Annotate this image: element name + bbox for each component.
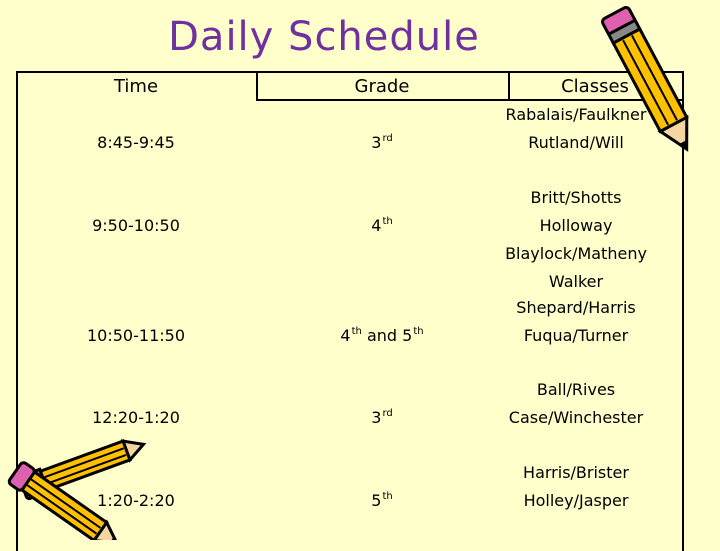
header-grade: Grade xyxy=(354,76,410,97)
class-entry: Harris/Brister xyxy=(523,463,629,482)
class-entry: Rutland/Will xyxy=(528,133,624,152)
row-4-time: 12:20-1:20 xyxy=(92,408,180,427)
class-entry: Fuqua/Turner xyxy=(523,326,629,345)
row-3-classes xyxy=(470,294,682,350)
row-3-grade: 4th and 5th xyxy=(340,326,424,345)
row-1-time: 8:45-9:45 xyxy=(97,133,175,152)
page-title: Daily Schedule xyxy=(168,14,480,60)
pencil-icon xyxy=(596,2,706,162)
row-5-classes xyxy=(470,459,682,515)
class-entry: Ball/Rives xyxy=(536,380,616,399)
class-entry: Case/Winchester xyxy=(508,408,644,427)
row-2-time: 9:50-10:50 xyxy=(92,216,180,235)
class-entry: Holloway xyxy=(539,216,613,235)
row-1-grade: 3rd xyxy=(371,133,393,152)
class-entry: Walker xyxy=(548,272,604,291)
row-5-time: 1:20-2:20 xyxy=(97,491,175,510)
row-4-grade: 3rd xyxy=(371,408,393,427)
row-4-classes xyxy=(470,376,682,432)
row-2-classes xyxy=(470,184,682,296)
row-3-time: 10:50-11:50 xyxy=(87,326,185,345)
class-entry: Blaylock/Matheny xyxy=(505,244,647,263)
row-2-grade: 4th xyxy=(371,216,393,235)
class-entry: Britt/Shotts xyxy=(530,188,622,207)
class-entry: Rabalais/Faulkner xyxy=(505,105,647,124)
header-time: Time xyxy=(113,76,159,97)
class-entry: Holley/Jasper xyxy=(523,491,629,510)
pencils-icon xyxy=(0,432,150,540)
header-classes: Classes xyxy=(561,76,629,97)
row-5-grade: 5th xyxy=(371,491,393,510)
class-entry: Shepard/Harris xyxy=(516,298,636,317)
